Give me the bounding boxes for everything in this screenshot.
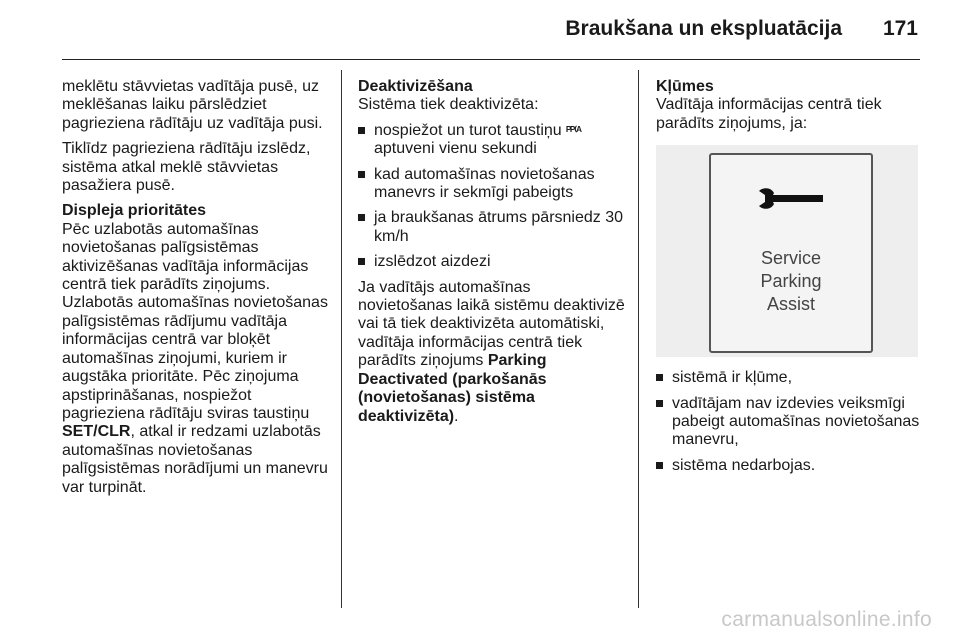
list-item: sistēmā ir kļūme, (656, 369, 926, 387)
header-title: Braukšana un ekspluatācija (565, 17, 842, 40)
column-left (62, 78, 332, 504)
dic-display-illustration (656, 145, 918, 357)
bullet-icon (358, 258, 365, 265)
section-heading-display-priorities: Displeja prioritātes (62, 202, 207, 220)
page-header (0, 0, 960, 62)
paragraph: Ja vadītājs automašīnas novietošanas laikā sistēmu deaktivizē vai tā tiek deaktivizēta automātiski, vadītāja informācijas centrā tiek parādīts ziņojums Parking Deactivated (parkošanās (novietošanas) sistēma deaktivizēta). (358, 278, 625, 425)
paragraph-text: , atkal ir redzami uzlabotās automašīnas novietošanas palīgsistēmas norādījumi un manevru var turpināt. (62, 423, 328, 496)
paragraph-text: Pēc uzlabotās automašīnas novietošanas palīgsistēmas aktivizēšanas vadītāja informācijas centrā tiek parādīts ziņojums. Uzlabotās automašīnas novietošanas palīgsistēmas rādījumu vadītāja informācijas centrā var bloķēt automašīnas ziņojumi, kuriem ir augstāka prioritāte. Pēc ziņojuma apstiprināšanas, nospiežot pagrieziena rādītāju sviras taustiņu (62, 220, 328, 422)
list-item: nospiežot un turot taustiņu ᴾᴾ⁽ᴬ aptuveni vienu sekundi (358, 122, 628, 159)
paragraph: meklētu stāvvietas vadītāja pusē, uz meklēšanas laiku pārslēdziet pagrieziena rādītāju uz vadītāja pusi. (62, 78, 323, 132)
column-divider-1 (341, 70, 342, 608)
watermark: carmanualsonline.info (721, 608, 932, 631)
wrench-icon (757, 185, 825, 215)
set-clr-label: SET/CLR (62, 423, 131, 441)
bullet-icon (358, 214, 365, 221)
column-middle (358, 78, 628, 433)
bullet-icon (358, 127, 365, 134)
bullet-icon (656, 462, 663, 469)
display-screen (709, 153, 873, 353)
column-divider-2 (638, 70, 639, 608)
list-item: kad automašīnas novietošanas manevrs ir sekmīgi pabeigts (358, 166, 628, 203)
header-divider (62, 59, 920, 60)
display-message: Service Parking Assist (760, 248, 822, 315)
parking-deactivated-message: Parking Deactivated (parkošanās (novietošanas) sistēma deaktivizēta) (358, 352, 547, 425)
page-number: 171 (882, 17, 918, 40)
bullet-icon (656, 374, 663, 381)
paragraph: Sistēma tiek deaktivizēta: (358, 96, 539, 114)
paragraph (62, 221, 332, 497)
list-item: sistēma nedarbojas. (656, 457, 926, 475)
list-item: ja braukšanas ātrums pārsniedz 30 km/h (358, 209, 628, 246)
column-right (656, 78, 926, 482)
paragraph: Vadītāja informācijas centrā tiek parādīts ziņojums, ja: (656, 96, 882, 132)
deactivation-list (358, 122, 628, 272)
fault-list (656, 369, 926, 475)
list-item: izslēdzot aizdezi (358, 253, 628, 271)
parking-assist-button-icon: ᴾᴾ⁽ᴬ (566, 123, 581, 138)
section-heading-faults: Kļūmes (656, 78, 714, 95)
paragraph: Tiklīdz pagrieziena rādītāju izslēdz, sistēma atkal meklē stāvvietas pasažiera pusē. (62, 140, 311, 195)
list-item: vadītājam nav izdevies veiksmīgi pabeigt automašīnas novietošanas manevru, (656, 395, 926, 450)
section-heading-deactivation: Deaktivizēšana (358, 78, 473, 95)
bullet-icon (358, 171, 365, 178)
bullet-icon (656, 400, 663, 407)
